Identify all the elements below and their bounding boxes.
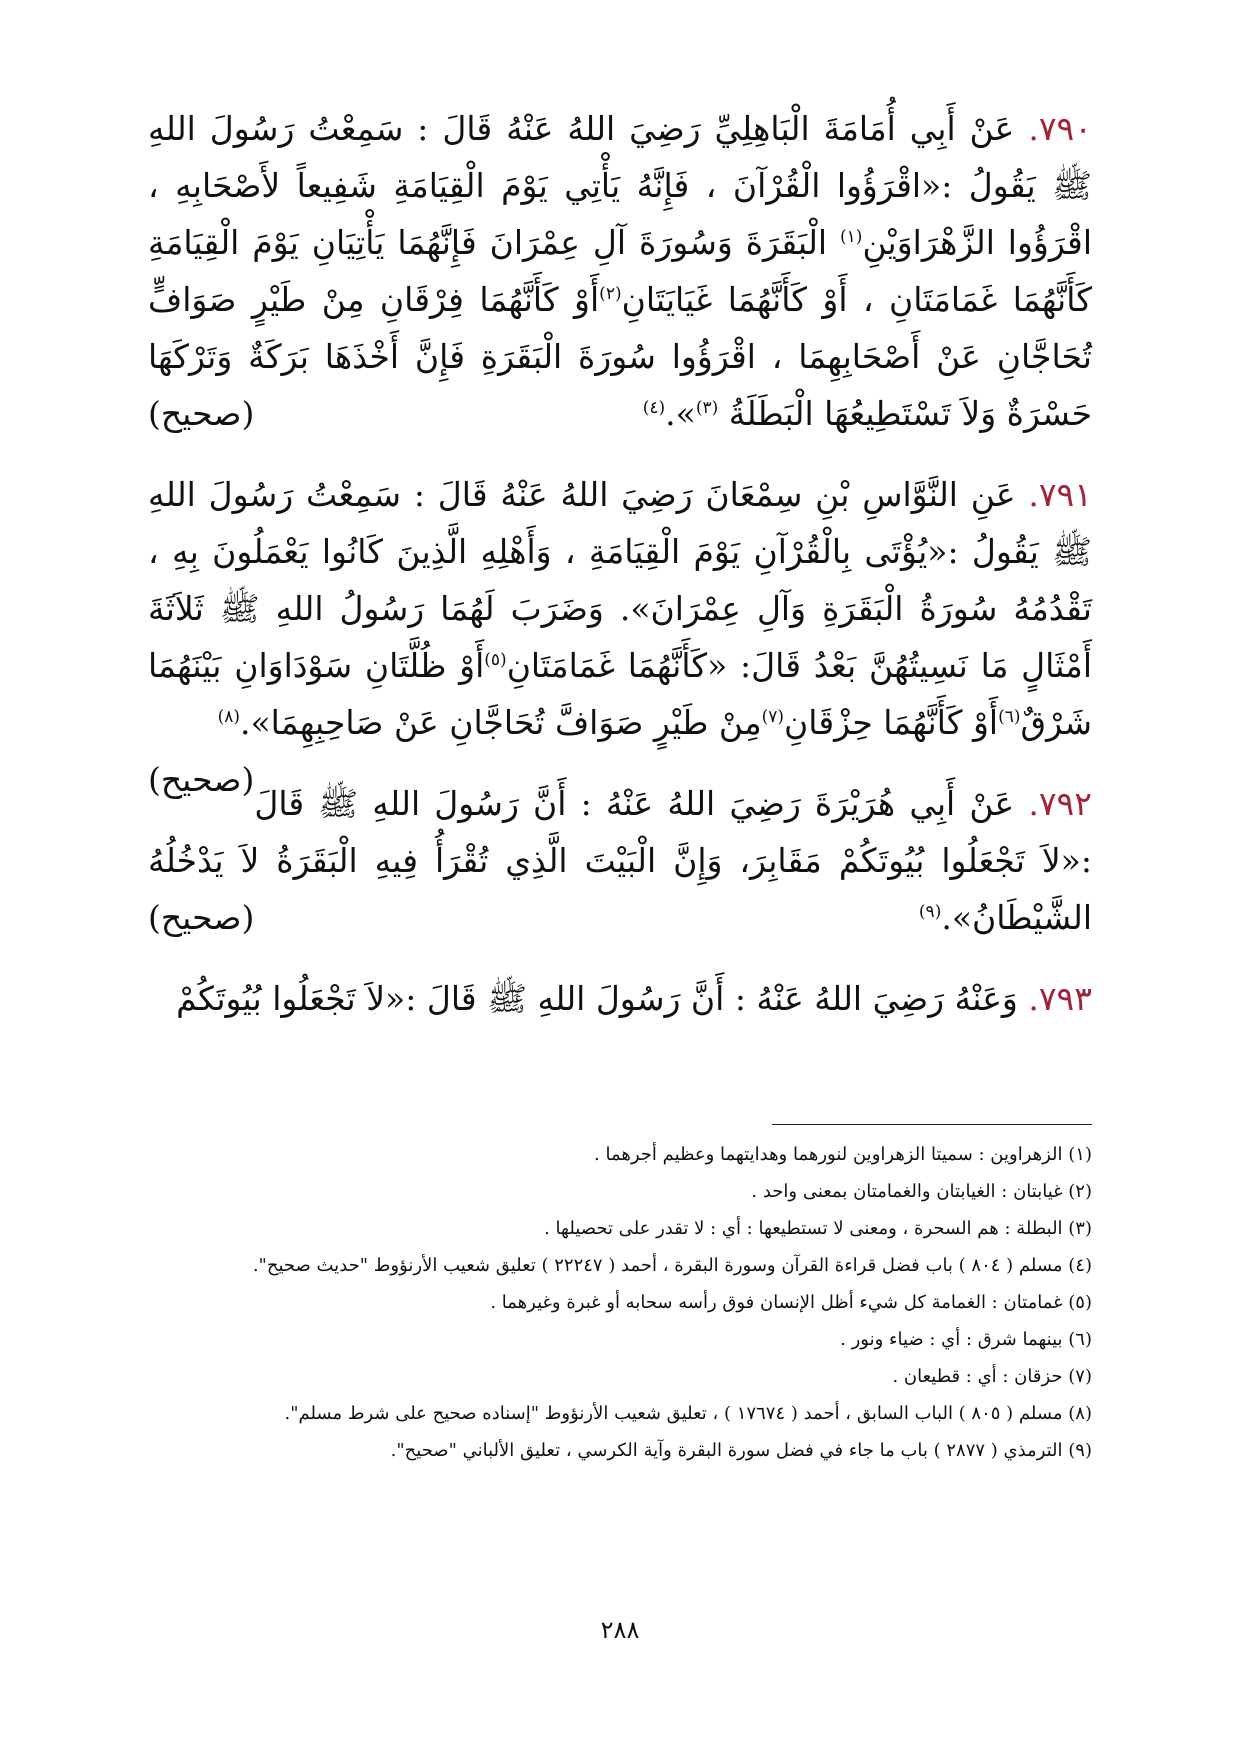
footnote-ref[interactable]: (٤) [642,398,666,418]
footnote-ref[interactable]: (٨) [217,707,240,727]
hadith-text: عَنِ النَّوَّاسِ بْنِ سِمْعَانَ رَضِيَ اللهُ عَنْهُ قَالَ : سَمِعْتُ رَسُولَ اللهِ ﷺ يَقُولُ :«يُؤْتَى بِالْقُرْآنِ يَوْمَ الْقِيَامَةِ ، وَأَهْلِهِ الَّذِينَ كَانُوا يَعْمَلُونَ بِهِ ، تَقْدُمُهُ سُورَةُ الْبَقَرَةِ وَآلِ عِمْرَانَ». وَضَرَبَ لَهُمَا رَسُولُ اللهِ ﷺ ثَلاَثَةَ أَمْثَالٍ مَا نَسِيتُهُنَّ بَعْدُ قَالَ: «كَأَنَّهُمَا غَمَامَتَانِ [148,475,1093,685]
footnote-ref[interactable]: (٥) [484,650,507,670]
hadith-number: ٧٩٠. [1028,109,1092,148]
hadith-793 [148,970,1092,1027]
hadith-text: عَنْ أَبِي هُرَيْرَةَ رَضِيَ اللهُ عَنْهُ : أَنَّ رَسُولَ اللهِ ﷺ قَالَ :«لاَ تَجْعَلُوا بُيُوتَكُمْ مَقَابِرَ، وَإِنَّ الْبَيْتَ الَّذِي تُقْرَأُ فِيهِ الْبَقَرَةُ لاَ يَدْخُلُهُ الشَّيْطَانُ». [148,784,1092,937]
footnote-5: (٥) غمامتان : الغمامة كل شيء أظل الإنسان فوق رأسه سحابه أو غبرة وغيرهما . [490,1292,1092,1313]
footnote-2: (٢) غيابتان : الغيابتان والغمامتان بمعنى واحد . [751,1181,1092,1202]
footnote-4: (٤) مسلم ( ٨٠٤ ) باب فضل قراءة القرآن وسورة البقرة ، أحمد ( ٢٢٢٤٧ ) تعليق شعيب الأرنؤوط "حديث صحيح". [252,1255,1092,1276]
footnote-1: (١) الزهراوين : سميتا الزهراوين لنورهما وهدايتهما وعظيم أجرهما . [594,1144,1092,1165]
hadith-text: ». [665,394,696,433]
hadith-number: ٧٩١. [1028,475,1092,514]
grade-label: (صحيح) [148,394,255,433]
page-number: ٢٨٨ [600,1616,640,1644]
hadith-text: أَوْ ظُلَّتَانِ سَوْدَاوَانِ بَيْنَهُمَا شَرْقٌ [148,646,1092,742]
hadith-text: أَوْ كَأَنَّهُمَا حِزْقَانِ [784,703,999,742]
hadith-790 [148,100,1092,442]
footnote-3: (٣) البطلة : هم السحرة ، ومعنى لا تستطيعها : أي : لا تقدر على تحصيلها . [544,1218,1092,1239]
footnote-ref[interactable]: (٦) [998,707,1021,727]
main-text [148,100,1092,1051]
footnote-ref[interactable]: (٢) [599,284,622,304]
footnote-ref[interactable]: (٣) [695,398,719,418]
footnote-ref[interactable]: (٧) [761,707,785,727]
footnote-7: (٧) حزقان : أي : قطيعان . [892,1366,1092,1387]
hadith-number: ٧٩٢. [1028,784,1092,823]
footnote-9: (٩) الترمذي ( ٢٨٧٧ ) باب ما جاء في فضل سورة البقرة وآية الكرسي ، تعليق الألباني "صحيح". [390,1440,1092,1461]
grade-label: (صحيح) [148,898,255,937]
footnote-ref[interactable]: (١) [840,227,863,247]
hadith-791 [148,466,1093,799]
footnotes [148,1136,1092,1469]
hadith-text: وَعَنْهُ رَضِيَ اللهُ عَنْهُ : أَنَّ رَسُولَ اللهِ ﷺ قَالَ :«لاَ تَجْعَلُوا بُيُوتَكُمْ [176,979,1029,1018]
hadith-number: ٧٩٣. [1028,979,1092,1018]
hadith-text: عَنْ أَبِي أُمَامَةَ الْبَاهِلِيِّ رَضِيَ اللهُ عَنْهُ قَالَ : سَمِعْتُ رَسُولَ اللهِ ﷺ يَقُولُ :«اقْرَؤُوا الْقُرْآنَ ، فَإِنَّهُ يَأْتِي يَوْمَ الْقِيَامَةِ شَفِيعاً لأَصْحَابِهِ ، اقْرَؤُوا الزَّهْرَاوَيْنِ [148,109,1092,262]
footnote-divider [772,1124,1092,1125]
footnote-ref[interactable]: (٩) [918,902,942,922]
footnote-8: (٨) مسلم ( ٨٠٥ ) الباب السابق ، أحمد ( ١٧٦٧٤ ) ، تعليق شعيب الأرنؤوط "إسناده صحيح على شرط مسلم". [284,1403,1092,1424]
hadith-text: أَوْ كَأَنَّهُمَا فِرْقَانِ مِنْ طَيْرٍ صَوَافٍّ تُحَاجَّانِ عَنْ أَصْحَابِهِمَا ، اقْرَؤُوا سُورَةَ الْبَقَرَةِ فَإِنَّ أَخْذَهَا بَرَكَةٌ وَتَرْكَهَا حَسْرَةٌ وَلاَ تَسْتَطِيعُهَا الْبَطَلَةُ [148,280,1092,433]
hadith-792 [148,775,1092,946]
hadith-text: مِنْ طَيْرٍ صَوَافَّ تُحَاجَّانِ عَنْ صَاحِبِهِمَا». [240,703,762,742]
hadith-text: الْبَقَرَةَ وَسُورَةَ آلِ عِمْرَانَ فَإِنَّهُمَا يَأْتِيَانِ يَوْمَ الْقِيَامَةِ كَأَنَّهُمَا غَمَامَتَانِ ، أَوْ كَأَنَّهُمَا غَيَايَتَانِ [148,223,1092,319]
footnote-6: (٦) بينهما شرق : أي : ضياء ونور . [840,1329,1092,1350]
grade-label: (صحيح) [148,760,255,799]
